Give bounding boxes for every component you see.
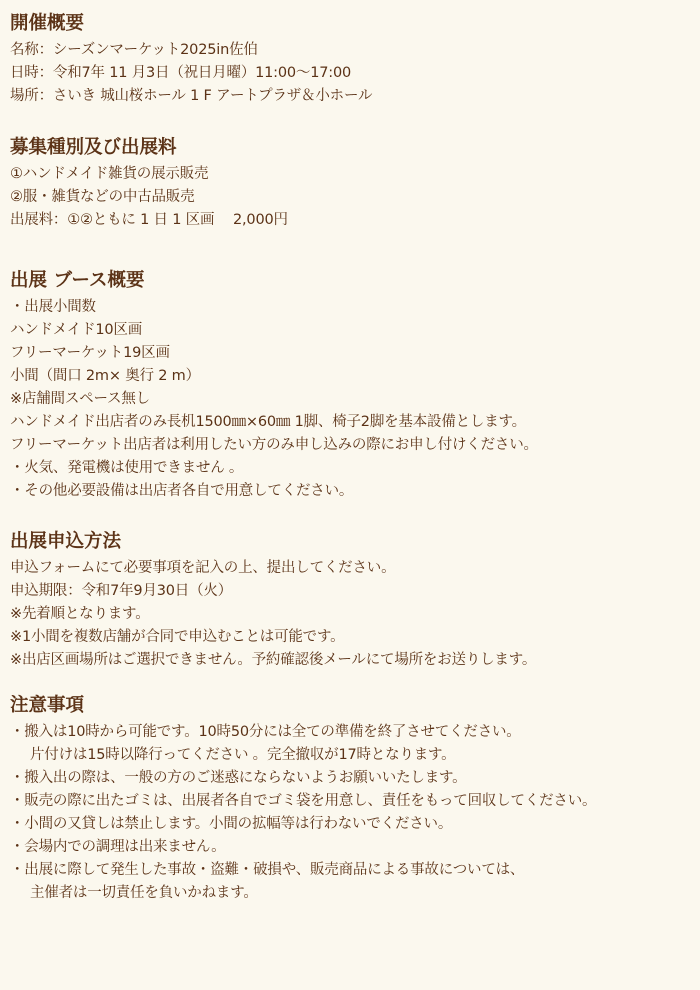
note-loading-courtesy: ・搬入出の際は、一般の方のご迷惑にならないようお願いいたします。: [10, 770, 467, 786]
booth-flea-count: フリーマーケット19区画: [10, 345, 170, 361]
note-teardown-time: 片付けは15時以降行ってください 。完全撤収が17時となります。: [30, 747, 456, 763]
note-garbage: ・販売の際に出たゴミは、出展者各自でゴミ袋を用意し、責任をもって回収してください。: [10, 793, 597, 809]
categories-section: [10, 136, 694, 232]
booth-equipment-line: ハンドメイド出店者のみ長机1500㎜×60㎜ 1脚、椅子2脚を基本設備とします。: [10, 414, 526, 430]
booth-fire-note: ・火気、発電機は使用できません 。: [10, 460, 244, 476]
event-date-line: 日時：令和7年 11 月3日（祝日月曜）11:00〜17:00: [10, 65, 351, 81]
category-handmade-line: ①ハンドメイド雑貨の展示販売: [10, 166, 209, 182]
categories-heading: 募集種別及び出展料: [10, 137, 177, 158]
application-first-come-note: ※先着順となります。: [10, 606, 150, 622]
note-sublet: ・小間の又貸しは禁止します。小間の拡幅等は行わないでください。: [10, 816, 453, 832]
booth-count-label: ・出展小間数: [10, 299, 96, 315]
category-used-goods-line: ②服・雑貨などの中古品販売: [10, 189, 195, 205]
booth-size-line: 小間（間口 2m× 奥行 2 m）: [10, 368, 200, 384]
overview-section: [10, 12, 694, 108]
application-joint-note: ※1小間を複数店舗が合同で申込むことは可能です。: [10, 629, 345, 645]
note-setup-time: ・搬入は10時から可能です。10時50分には全ての準備を終了させてください。: [10, 724, 521, 740]
booth-other-equipment-note: ・その他必要設備は出店者各自で用意してください。: [10, 483, 354, 499]
booth-handmade-count: ハンドメイド10区画: [10, 322, 143, 338]
application-deadline-line: 申込期限：令和7年9月30日（火）: [10, 583, 233, 599]
note-liability: ・出展に際して発生した事故・盗難・破損や、販売商品による事故については、: [10, 862, 525, 878]
notes-heading: 注意事項: [10, 695, 85, 716]
booth-heading: 出展 ブース概要: [10, 270, 145, 291]
fee-line: 出展料：①②ともに 1 日 1 区画 2,000円: [10, 212, 288, 228]
application-location-note: ※出店区画場所はご選択できません。予約確認後メールにて場所をお送りします。: [10, 652, 537, 668]
note-cooking: ・会場内での調理は出来ません。: [10, 839, 226, 855]
application-section: [10, 530, 694, 672]
application-form-line: 申込フォームにて必要事項を記入の上、提出してください。: [10, 560, 396, 576]
overview-heading: 開催概要: [10, 13, 85, 34]
booth-flea-equipment-line: フリーマーケット出店者は利用したい方のみ申し込みの際にお申し付けください。: [10, 437, 538, 453]
booth-section: [10, 269, 694, 503]
event-venue-line: 場所：さいき 城山桜ホール 1 F アートプラザ＆小ホール: [10, 88, 373, 104]
booth-space-note: ※店舗間スペース無し: [10, 391, 150, 407]
notes-section: [10, 694, 694, 905]
application-heading: 出展申込方法: [10, 531, 122, 552]
note-liability-cont: 主催者は一切責任を負いかねます。: [30, 885, 258, 901]
event-name-line: 名称：シーズンマーケット2025in佐伯: [10, 42, 258, 58]
